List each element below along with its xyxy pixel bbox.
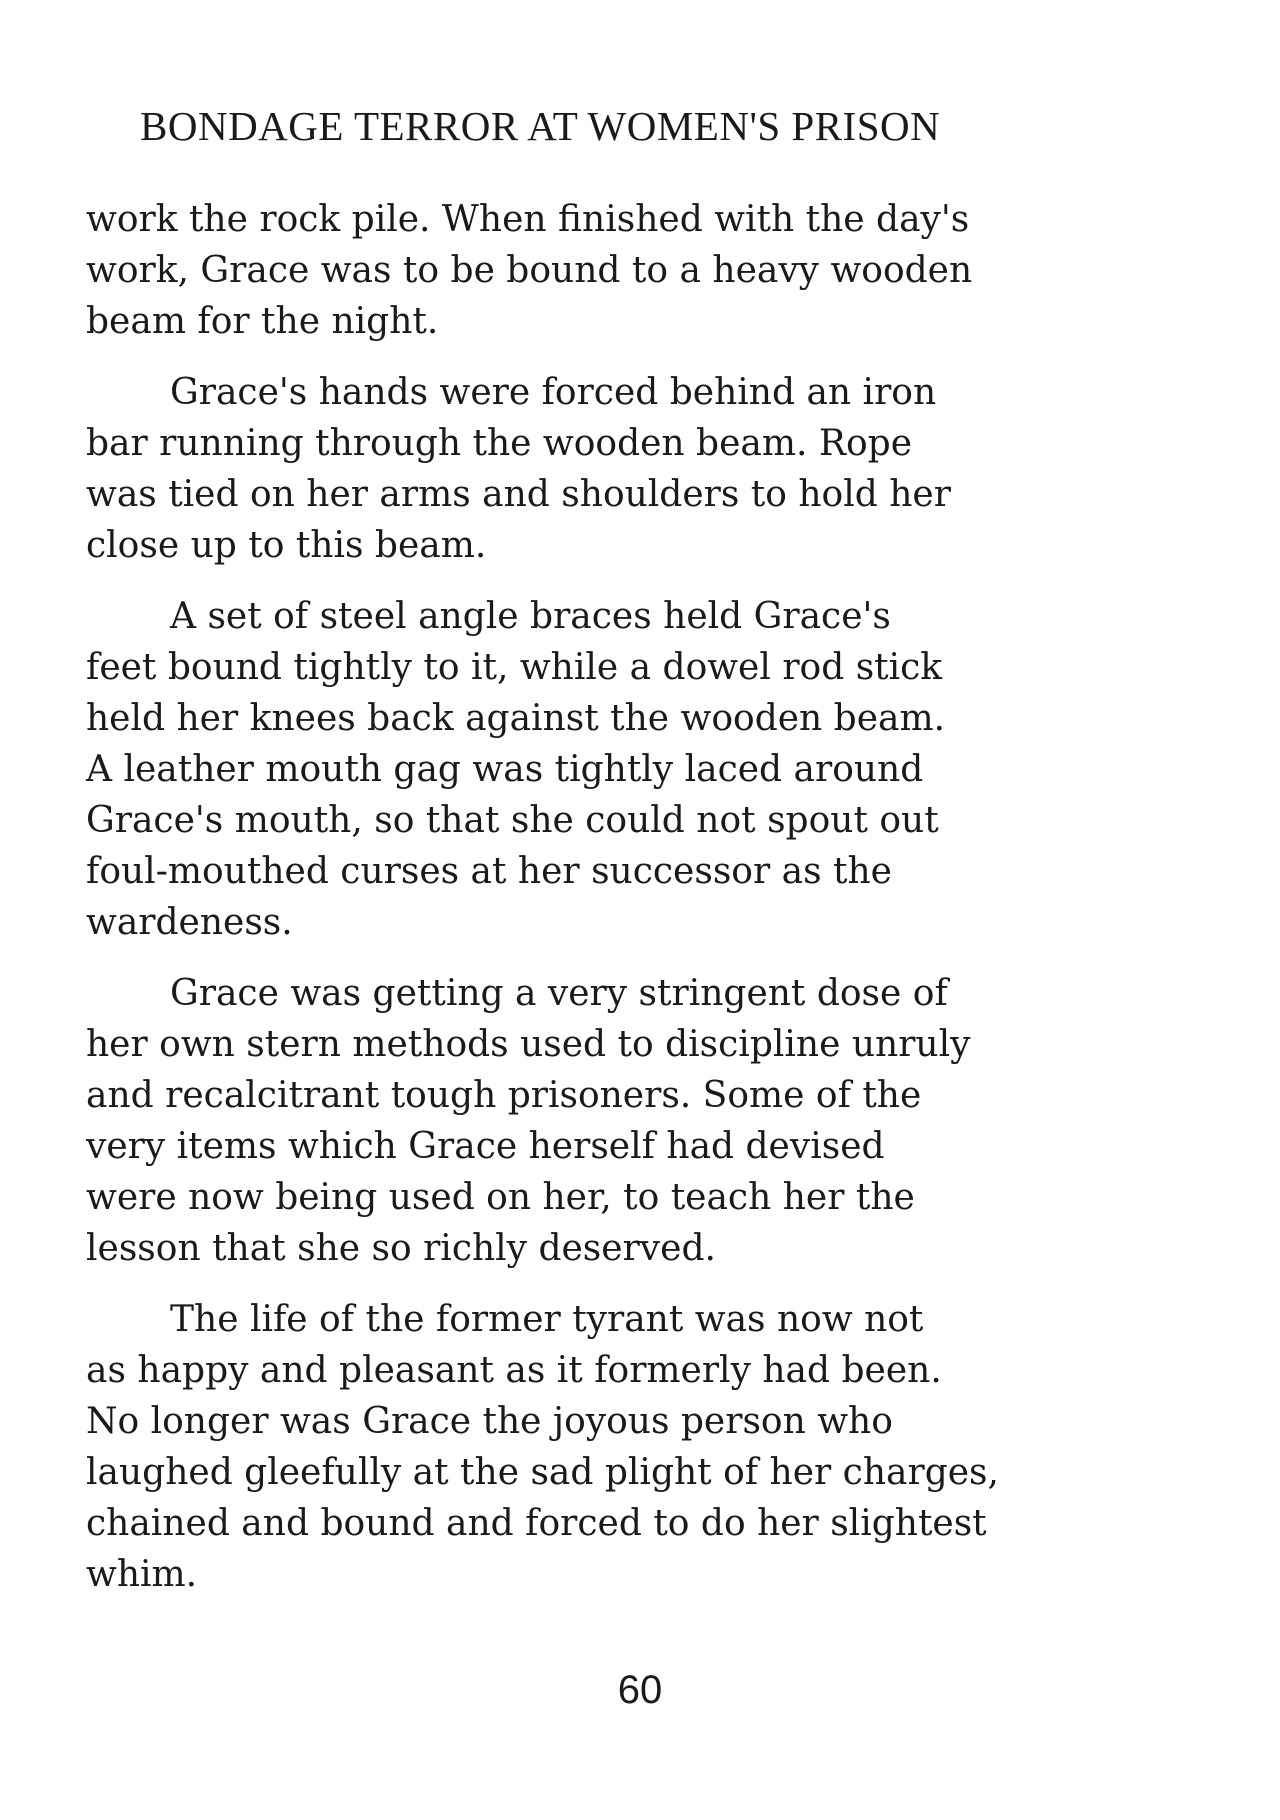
text-line: very items which Grace herself had devised [86,1126,885,1167]
text-line: bar running through the wooden beam. Rope [86,423,913,464]
text-line: whim. [86,1554,198,1595]
paragraph-3 [86,591,1226,948]
text-line: beam for the night. [86,301,439,342]
text-line: chained and bound and forced to do her slightest [86,1503,987,1544]
text-line: Grace's mouth, so that she could not spout out [86,800,939,841]
text-line: held her knees back against the wooden beam. [86,698,946,739]
paragraph-2 [86,367,1226,571]
body-text [86,194,1226,1620]
text-line: were now being used on her, to teach her the [86,1177,915,1218]
text-line: Grace was getting a very stringent dose of [170,973,948,1014]
text-line: A leather mouth gag was tightly laced around [86,749,924,790]
text-line: lesson that she so richly deserved. [86,1228,716,1269]
text-line: feet bound tightly to it, while a dowel rod stick [86,647,943,688]
paragraph-4 [86,968,1226,1274]
text-line: her own stern methods used to discipline unruly [86,1024,971,1065]
text-line: work, Grace was to be bound to a heavy wooden [86,250,973,291]
text-line: foul-mouthed curses at her successor as the [86,851,892,892]
paragraph-1 [86,194,1226,347]
text-line: A set of steel angle braces held Grace's [170,596,891,637]
text-line: and recalcitrant tough prisoners. Some of the [86,1075,922,1116]
text-line: work the rock pile. When finished with the day's [86,199,970,240]
paragraph-5 [86,1294,1226,1600]
text-line: Grace's hands were forced behind an iron [170,372,937,413]
text-line: as happy and pleasant as it formerly had been. [86,1350,942,1391]
text-line: No longer was Grace the joyous person who [86,1401,893,1442]
text-line: The life of the former tyrant was now not [170,1299,924,1340]
text-line: was tied on her arms and shoulders to hold her [86,474,951,515]
page-number: 60 [617,1668,663,1712]
text-line: laughed gleefully at the sad plight of her charges, [86,1452,999,1493]
text-line: close up to this beam. [86,525,487,566]
text-line: wardeness. [86,902,293,943]
running-head: BONDAGE TERROR AT WOMEN'S PRISON [140,103,941,149]
